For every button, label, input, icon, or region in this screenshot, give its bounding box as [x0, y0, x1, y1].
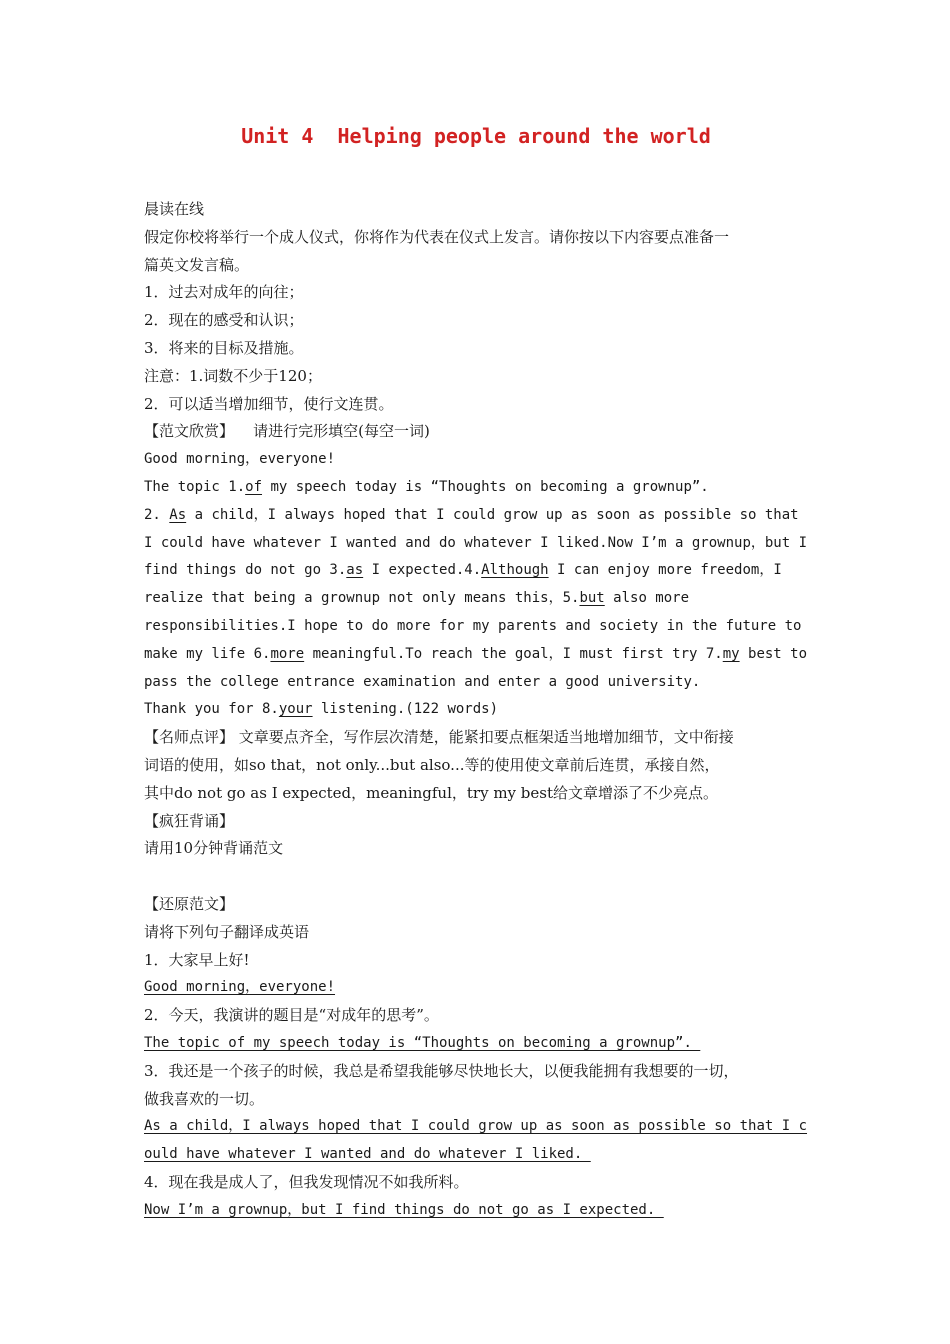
task-description-cont: 篇英文发言稿。 — [144, 255, 250, 274]
question-3: 3．我还是一个孩子的时候，我总是希望我能够尽快地长大，以便我能拥有我想要的一切， — [144, 1061, 739, 1080]
answer-1: Good morning，everyone! — [144, 979, 336, 996]
comment-line-3: 其中do not go as I expected，meaningful，try my best给文章增添了不少亮点。 — [144, 783, 719, 802]
essay-line-1: Good morning，everyone! — [144, 451, 336, 468]
essay-line-7: responsibilities.I hope to do more for my parents and society in the future to — [144, 617, 802, 634]
appreciate-instruction: 请进行完形填空(每空一词) — [253, 422, 430, 441]
recite-heading: 【疯狂背诵】 — [144, 811, 235, 830]
answer-4: Now I’m a grownup，but I find things do not go as I expected. — [144, 1201, 664, 1218]
task-point-3: 3．将来的目标及措施。 — [144, 338, 304, 357]
blank-1-answer: of — [245, 478, 263, 495]
appreciate-heading-line — [144, 418, 808, 446]
question-4: 4．现在我是成人了，但我发现情况不如我所料。 — [144, 1172, 469, 1191]
blank-8-answer: your — [278, 701, 313, 718]
task-description: 假定你校将举行一个成人仪式，你将作为代表在仪式上发言。请你按以下内容要点准备一 — [144, 227, 730, 246]
comment-line-1: 【名师点评】 文章要点齐全，写作层次清楚，能紧扣要点框架适当地增加细节，文中衔接 — [144, 728, 734, 747]
task-point-2: 2．现在的感受和认识； — [144, 311, 304, 330]
blank-4-answer: Although — [481, 562, 549, 579]
essay-line-6: realize that being a grownup not only means this，5.but also more — [144, 590, 690, 607]
recite-instruction: 请用10分钟背诵范文 — [144, 839, 284, 858]
blank-3-answer: as — [346, 562, 364, 579]
essay-line-9: pass the college entrance examination and enter a good university. — [144, 673, 701, 690]
essay-line-5: find things do not go 3.as I expected.4.Although I can enjoy more freedom，I — [144, 562, 782, 579]
document-page — [144, 120, 808, 1224]
task-point-1: 1．过去对成年的向往； — [144, 283, 304, 302]
essay-line-4: I could have whatever I wanted and do whatever I liked.Now I’m a grownup，but I — [144, 534, 808, 551]
blank-6-answer: more — [270, 645, 305, 662]
question-3-cont: 做我喜欢的一切。 — [144, 1089, 265, 1108]
answer-3-cont: ould have whatever I wanted and do whatever I liked. — [144, 1146, 591, 1163]
note-2: 2．可以适当增加细节，使行文连贯。 — [144, 394, 394, 413]
comment-heading: 【名师点评】 — [144, 728, 235, 747]
blank-7-answer: my — [722, 645, 740, 662]
essay-line-3: 2. As a child，I always hoped that I could grow up as soon as possible so that — [144, 506, 799, 523]
restore-instruction: 请将下列句子翻译成英语 — [144, 922, 310, 941]
page-title: Unit 4 Helping people around the world — [241, 124, 711, 148]
essay-line-10: Thank you for 8.your listening.(122 words) — [144, 701, 499, 718]
spacer — [144, 863, 808, 891]
question-1: 1．大家早上好! — [144, 950, 250, 969]
essay-line-2: The topic 1.of my speech today is “Thoughts on becoming a grownup”. — [144, 478, 709, 495]
comment-line-2: 词语的使用，如so that，not only...but also...等的使用使文章前后连贯，承接自然， — [144, 755, 720, 774]
note-1: 注意：1.词数不少于120； — [144, 366, 322, 385]
answer-3: As a child，I always hoped that I could grow up as soon as possible so that I c — [144, 1118, 808, 1135]
question-2: 2．今天，我演讲的题目是“对成年的思考”。 — [144, 1006, 439, 1025]
essay-line-8: make my life 6.more meaningful.To reach the goal，I must first try 7.my best to — [144, 645, 808, 662]
answer-2: The topic of my speech today is “Thoughts on becoming a grownup”. — [144, 1034, 701, 1051]
restore-heading: 【还原范文】 — [144, 894, 235, 913]
appreciate-heading: 【范文欣赏】 — [144, 422, 235, 441]
blank-5-answer: but — [579, 590, 605, 607]
section-label: 晨读在线 — [144, 200, 205, 218]
blank-2-answer: As — [169, 506, 187, 523]
